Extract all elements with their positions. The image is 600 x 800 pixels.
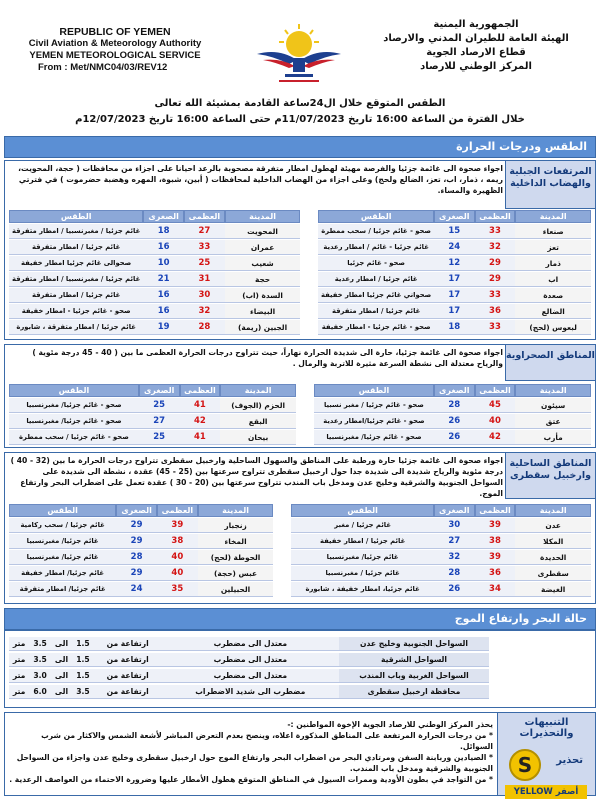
header-en-line: REPUBLIC OF YEMEN — [59, 26, 171, 38]
min-temp: 30 — [434, 518, 475, 533]
min-temp: 16 — [143, 304, 184, 319]
wave-to-value: 3.5 — [29, 637, 51, 651]
region-sea — [4, 630, 596, 708]
column-header-max: العظمى — [157, 504, 198, 517]
weather-condition: غائم جزئيا / امطار رعدية — [318, 272, 433, 287]
max-temp: 27 — [184, 224, 225, 239]
column-spacer — [273, 504, 291, 517]
column-header-city: المدينة — [198, 504, 274, 517]
notes-line: * الصيادين وربابنة السفن ومرتادي البحر من اضطراب البحر وارتفاع الموج حول ارخبيل سقطرى وخليج عدن واجزاء من السواحل الجنوبية والشرقية ومدخل باب المندب. — [16, 753, 493, 773]
weather-condition: صحو - غائم جزئيا - امطار خفيفة — [9, 304, 143, 319]
forecast-title — [24, 96, 576, 128]
weather-condition: غائم جزئيا/ مغبرنسبيا — [291, 550, 434, 565]
max-temp: 32 — [184, 304, 225, 319]
city-name: عبس (حجة) — [198, 566, 274, 581]
sea-state: معتدل الى مضطرب — [162, 653, 339, 667]
city-name: المخاء — [198, 534, 274, 549]
wave-to-value: 3.5 — [29, 653, 51, 667]
sea-location: محافظة ارخبيل سقطرى — [339, 685, 489, 699]
notes-line: يحذر المركز الوطني للارصاد الجوية الإخوة المواطنين :- — [287, 720, 493, 729]
min-temp: 28 — [434, 566, 475, 581]
wave-to-value: 3.0 — [29, 669, 51, 683]
warning-badge-text: تحذير — [556, 755, 583, 766]
column-header-city: المدينة — [515, 210, 591, 223]
region-label: المرتفعات الجبلية والهضاب الداخلية — [505, 161, 595, 209]
city-name: حجة — [225, 272, 301, 287]
max-temp: 39 — [475, 550, 516, 565]
wave-from-value: 1.5 — [72, 653, 94, 667]
header-ar-line: الجمهورية اليمنية — [433, 19, 519, 30]
weather-condition: صحو - غائم جزئيا/امطار رعدية — [314, 414, 434, 429]
column-header-weather: الطقس — [291, 504, 434, 517]
column-header-min: الصغرى — [116, 504, 157, 517]
max-temp: 29 — [475, 256, 516, 271]
region-highlands — [4, 160, 596, 340]
column-spacer — [273, 550, 291, 565]
column-spacer — [300, 256, 318, 271]
city-name: بيحان — [220, 430, 296, 445]
min-temp: 32 — [434, 550, 475, 565]
weather-condition: غائم جزئيا - غائم / امطار رعدية — [318, 240, 433, 255]
min-temp: 12 — [434, 256, 475, 271]
column-header-min: الصغرى — [434, 504, 475, 517]
min-temp: 27 — [139, 414, 180, 429]
max-temp: 42 — [475, 430, 516, 445]
table-row — [9, 550, 591, 565]
notes-label — [497, 713, 595, 795]
sea-row — [9, 637, 489, 651]
max-temp: 42 — [180, 414, 221, 429]
section-sea-header: حالة البحر وارتفاع الموج — [4, 608, 596, 630]
city-name: الحبيلين — [198, 582, 274, 597]
column-header-min: الصغرى — [143, 210, 184, 223]
min-temp: 29 — [116, 518, 157, 533]
region-notes — [4, 712, 596, 796]
table-row — [9, 582, 591, 597]
wave-to-value: 6.0 — [29, 685, 51, 699]
column-header-max: العظمى — [475, 210, 516, 223]
weather-condition: غائم جزئيا/ مغبرنسبيا — [9, 534, 116, 549]
table-header-row — [9, 384, 591, 397]
city-name: المكلا — [515, 534, 591, 549]
wave-to-label: الى — [51, 669, 72, 683]
region-description: اجواء صحوة الى غائمة جزئيا والفرصة مهيئة لهطول امطار متفرقة مصحوبة بالرعد احيانا على اجزاء من محافظات ( حجة، المحويت، ريمه ، ذمار، اب، تعز، الضالع ولحج) وعلى اجزاء من الهضاب الداخلية لمحافظات ( أبين، شبوة، المهره وهضبة حضرموت ) في فترتي الظهيرة والمساء. — [18, 164, 503, 195]
column-spacer — [296, 430, 314, 445]
min-temp: 28 — [116, 550, 157, 565]
column-spacer — [300, 272, 318, 287]
city-name: تعز — [515, 240, 591, 255]
column-header-min: الصغرى — [434, 210, 475, 223]
notes-line: * من التواجد في بطون الأودية وممرات السيول في المناطق المتوقع هطول الأمطار عليها وضرورة الاحتماء من العواصف الرعدية . — [9, 775, 493, 784]
min-temp: 19 — [143, 320, 184, 335]
column-header-max: العظمى — [184, 210, 225, 223]
weather-condition: غائم جزئيا/ امطار متفرقة — [9, 582, 116, 597]
city-name: الغيضة — [515, 582, 591, 597]
sea-location: السواحل الشرقية — [339, 653, 489, 667]
header-ar-line: المركز الوطني للارصاد — [420, 61, 532, 72]
region-coastal — [4, 452, 596, 604]
weather-condition: غائم جزئيا / امطار متفرقة — [318, 304, 433, 319]
table-row — [9, 224, 591, 239]
sea-row — [9, 653, 489, 667]
warning-badge — [503, 745, 589, 800]
max-temp: 32 — [475, 240, 516, 255]
min-temp: 26 — [434, 414, 475, 429]
max-temp: 45 — [475, 398, 516, 413]
warning-s-icon: S — [509, 749, 541, 781]
column-spacer — [273, 518, 291, 533]
column-spacer — [296, 398, 314, 413]
column-header-max: العظمى — [475, 504, 516, 517]
max-temp: 41 — [180, 398, 221, 413]
min-temp: 18 — [143, 224, 184, 239]
weather-condition: غائم جزئيا / سحب ركامية — [9, 518, 116, 533]
city-name: المحويت — [225, 224, 301, 239]
weather-condition: غائم جزئيا / مغبر — [291, 518, 434, 533]
max-temp: 33 — [475, 288, 516, 303]
weather-condition: صحو - غائم جزئيا / مغبر نسبيا — [314, 398, 434, 413]
table-row — [9, 566, 591, 581]
header-en-line: Civil Aviation & Meteorology Authority — [28, 38, 202, 49]
wave-from-label: ارتفاعة من — [94, 685, 162, 699]
table-row — [9, 304, 591, 319]
city-name: ذمار — [515, 256, 591, 271]
city-name: الحزم (الجوف) — [220, 398, 296, 413]
wave-from-label: ارتفاعة من — [94, 653, 162, 667]
min-temp: 17 — [434, 288, 475, 303]
weather-condition: صحو - غائم جزئيا/ مغبرنسبيا — [9, 414, 139, 429]
table-header-row — [9, 210, 591, 223]
min-temp: 17 — [434, 304, 475, 319]
city-name: عتق — [515, 414, 591, 429]
max-temp: 33 — [475, 224, 516, 239]
min-temp: 16 — [143, 288, 184, 303]
weather-condition: صحو - غائم جزئيا/ مغبرنسبيا — [314, 430, 434, 445]
column-header-max: العظمى — [475, 384, 516, 397]
max-temp: 39 — [157, 518, 198, 533]
city-name: البقع — [220, 414, 296, 429]
city-name: زنجبار — [198, 518, 274, 533]
table-row — [9, 518, 591, 533]
max-temp: 40 — [475, 414, 516, 429]
weather-condition: صحو - غائم جزئيا / سحب ممطرة — [318, 224, 433, 239]
column-spacer — [273, 582, 291, 597]
wave-to-label: الى — [51, 685, 72, 699]
wave-from-label: ارتفاعة من — [94, 669, 162, 683]
header-arabic — [366, 18, 586, 74]
min-temp: 18 — [434, 320, 475, 335]
column-spacer — [300, 224, 318, 239]
column-header-city: المدينة — [515, 504, 591, 517]
weather-condition: صحوالى غائم جزئيا امطار خفيفة — [9, 256, 143, 271]
column-spacer — [296, 384, 314, 397]
max-temp: 34 — [475, 582, 516, 597]
column-spacer — [273, 534, 291, 549]
weather-condition: غائم جزئيا / امطار متفرقة ، شابورة — [9, 320, 143, 335]
min-temp: 26 — [434, 582, 475, 597]
table-header-row — [9, 504, 591, 517]
wave-to-label: الى — [51, 637, 72, 651]
notes-text — [9, 719, 493, 785]
sea-row — [9, 685, 489, 699]
table-row — [9, 398, 591, 413]
city-name: الجبين (ريمة) — [225, 320, 301, 335]
city-name: سيئون — [515, 398, 591, 413]
wave-from-label: ارتفاعة من — [94, 637, 162, 651]
min-temp: 29 — [116, 566, 157, 581]
max-temp: 29 — [475, 272, 516, 287]
table-row — [9, 240, 591, 255]
header-ar-line: الهيئة العامة للطيران المدني والارصاد — [383, 33, 569, 44]
wave-from-value: 3.5 — [72, 685, 94, 699]
table-row — [9, 414, 591, 429]
sea-location: السواحل الجنوبية وخليج عدن — [339, 637, 489, 651]
city-name: الحوطة (لحج) — [198, 550, 274, 565]
sea-state-table — [9, 635, 489, 701]
min-temp: 27 — [434, 534, 475, 549]
sea-row — [9, 669, 489, 683]
column-header-city: المدينة — [220, 384, 296, 397]
header-en-line: YEMEN METEOROLOGICAL SERVICE — [29, 50, 201, 61]
min-temp: 24 — [434, 240, 475, 255]
max-temp: 28 — [184, 320, 225, 335]
title-line-1: الطقس المتوقع خلال ال24ساعة القادمة بمشيئة الله تعالى — [154, 98, 446, 109]
city-name: الضالع — [515, 304, 591, 319]
max-temp: 40 — [157, 566, 198, 581]
table-row — [9, 534, 591, 549]
city-name: مأرب — [515, 430, 591, 445]
letterhead — [4, 4, 596, 96]
max-temp: 30 — [184, 288, 225, 303]
min-temp: 24 — [116, 582, 157, 597]
min-temp: 28 — [434, 398, 475, 413]
max-temp: 38 — [475, 534, 516, 549]
max-temp: 33 — [475, 320, 516, 335]
min-temp: 26 — [434, 430, 475, 445]
column-spacer — [300, 320, 318, 335]
column-header-city: المدينة — [515, 384, 591, 397]
weather-condition: غائم جزئيا / مغبرنسبيا — [291, 566, 434, 581]
min-temp: 29 — [116, 534, 157, 549]
wave-unit: متر — [9, 637, 29, 651]
wave-unit: متر — [9, 669, 29, 683]
column-spacer — [300, 240, 318, 255]
weather-condition: صحو - غائم جزئيا / سحب ممطرة — [9, 430, 139, 445]
max-temp: 38 — [157, 534, 198, 549]
weather-condition: صحو - غائم جزئيا — [318, 256, 433, 271]
city-name: لبعوس (لحج) — [515, 320, 591, 335]
header-english — [10, 26, 220, 74]
sea-state: معتدل الى مضطرب — [162, 669, 339, 683]
weather-condition: صحو - غائم جزئيا - امطار خفيفة — [318, 320, 433, 335]
weather-condition: صحواني غائم جزئيا امطار خفيفة — [318, 288, 433, 303]
region-description: اجواء صحوة الى غائمة جزئيا، حارة الى شديدة الحرارة نهاراً، حيث تتراوح درجات الحرارة العظمى ما بين ( 40 - 45 درجة مئوية ) والرياح معتدلة الى نشطة السرعة مثيرة للاتربة والرمال . — [32, 348, 503, 368]
weather-condition: غائم جزئيا، امطار خفيفة ، شابورة — [291, 582, 434, 597]
weather-condition: غائم جزئيا / امطار متفرقة — [9, 288, 143, 303]
column-spacer — [300, 288, 318, 303]
min-temp: 16 — [143, 240, 184, 255]
warning-level-label: أصفر YELLOW — [505, 785, 587, 799]
city-name: السدة (اب) — [225, 288, 301, 303]
weather-condition: غائم جزئيا / امطار متفرقة — [9, 240, 143, 255]
column-header-min: الصغرى — [434, 384, 475, 397]
weather-condition: غائم جزئيا / امطار خفيفة — [291, 534, 434, 549]
city-name: شعيب — [225, 256, 301, 271]
wave-from-value: 1.5 — [72, 669, 94, 683]
table-row — [9, 288, 591, 303]
city-name: عمران — [225, 240, 301, 255]
column-header-weather: الطقس — [9, 210, 143, 223]
weather-condition: صحو - غائم جزئيا/ مغبرنسبيا — [9, 398, 139, 413]
min-temp: 17 — [434, 272, 475, 287]
weather-condition: غائم جزئيا/ مغبرنسبيا — [9, 550, 116, 565]
notes-title: التنبيهات والتحذيرات — [519, 717, 574, 739]
min-temp: 15 — [434, 224, 475, 239]
wave-unit: متر — [9, 653, 29, 667]
sea-state: مضطرب الى شديد الاضطراب — [162, 685, 339, 699]
column-header-weather: الطقس — [318, 210, 433, 223]
city-name: سقطرى — [515, 566, 591, 581]
min-temp: 10 — [143, 256, 184, 271]
column-header-weather: الطقس — [9, 384, 139, 397]
column-header-weather: الطقس — [9, 504, 116, 517]
coastal-table — [9, 503, 591, 598]
region-label: المناطق الساحلية وارخبيل سقطرى — [505, 453, 595, 499]
weather-condition: غائم جزئيا/ امطار خفيفة — [9, 566, 116, 581]
max-temp: 25 — [184, 256, 225, 271]
title-line-2: خلال الفترة من الساعة 16:00 تاريخ 11/07/2023م حتى الساعة 16:00 تاريخ 12/07/2023م — [75, 114, 525, 125]
sea-state: معتدل الى مضطرب — [162, 637, 339, 651]
wave-to-label: الى — [51, 653, 72, 667]
sea-location: السواحل الغربية وباب المندب — [339, 669, 489, 683]
min-temp: 21 — [143, 272, 184, 287]
city-name: اب — [515, 272, 591, 287]
min-temp: 25 — [139, 430, 180, 445]
desert-table — [9, 383, 591, 446]
max-temp: 35 — [157, 582, 198, 597]
max-temp: 39 — [475, 518, 516, 533]
city-name: صعدة — [515, 288, 591, 303]
table-row — [9, 320, 591, 335]
column-spacer — [296, 414, 314, 429]
column-spacer — [273, 566, 291, 581]
column-header-min: الصغرى — [139, 384, 180, 397]
header-en-line: From : Met/NMC04/03/REV12 — [38, 62, 168, 73]
max-temp: 36 — [475, 304, 516, 319]
city-name: الحديدة — [515, 550, 591, 565]
column-spacer — [300, 304, 318, 319]
table-row — [9, 256, 591, 271]
notes-line: * من درجات الحرارة المرتفعة على المناطق المذكورة اعلاه، وينصح بعدم التعرض المباشر لأشعة الشمس والاكثار من شرب السوائل. — [41, 731, 493, 751]
region-desert — [4, 344, 596, 448]
city-name: البيضاء — [225, 304, 301, 319]
header-ar-line: قطاع الارصاد الجوية — [426, 47, 526, 58]
column-header-city: المدينة — [225, 210, 301, 223]
authority-logo-icon — [249, 20, 349, 90]
section-weather-header: الطقس ودرجات الحرارة — [4, 136, 596, 158]
min-temp: 25 — [139, 398, 180, 413]
weather-condition: غائم جزئيا / مغبرنسبيا / امطار متفرقة — [9, 224, 143, 239]
city-name: صنعاء — [515, 224, 591, 239]
max-temp: 40 — [157, 550, 198, 565]
max-temp: 33 — [184, 240, 225, 255]
table-row — [9, 272, 591, 287]
weather-condition: غائم جزئيا / مغبرنسبيا / امطار متفرقة — [9, 272, 143, 287]
region-label: المناطق الصحراوية — [505, 345, 595, 381]
max-temp: 36 — [475, 566, 516, 581]
wave-from-value: 1.5 — [72, 637, 94, 651]
max-temp: 41 — [180, 430, 221, 445]
wave-unit: متر — [9, 685, 29, 699]
highlands-table — [9, 209, 591, 336]
column-header-max: العظمى — [180, 384, 221, 397]
region-description: اجواء صحوة الى غائمة جزئيا حارة ورطبة على المناطق والسهول الساحلية وارخبيل سقطرى تتراوح درجات الحرارة ما بين (32 - 40 ) درجة مئوية والرياح شديدة الى شديدة جدا حول ارخبيل سقطرى تتراوح سرعتها بين (25 - 45) عقدة ، نشطة الى شديدة على السواحل الجنوبية والشرقية وخليج عدن ومدخل باب المندب تتراوح سرعتها بين (20 - 30 ) عقدة تعمل على اضطراب البحر وارتفاع الموج. — [10, 456, 503, 498]
column-header-weather: الطقس — [314, 384, 434, 397]
forecast-page — [4, 4, 596, 796]
table-row — [9, 430, 591, 445]
max-temp: 31 — [184, 272, 225, 287]
column-spacer — [300, 210, 318, 223]
city-name: عدن — [515, 518, 591, 533]
